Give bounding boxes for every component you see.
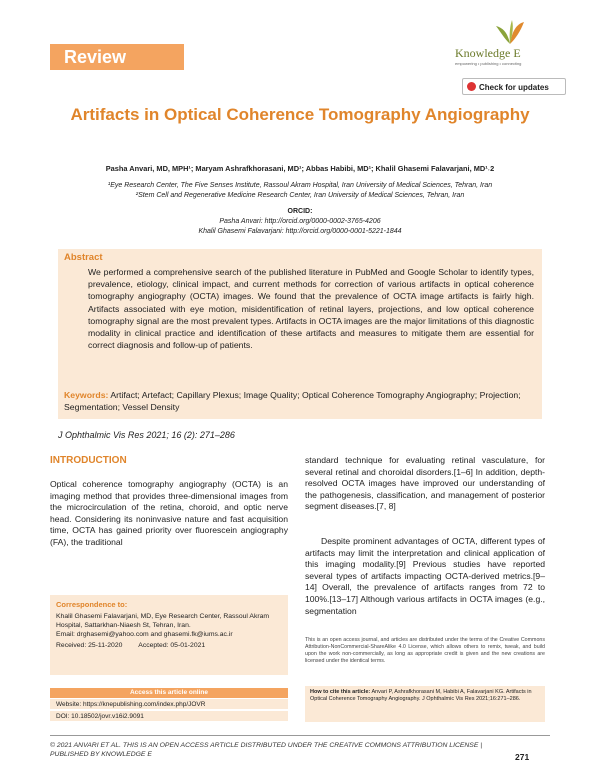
correspondence-body <box>56 612 282 650</box>
check-updates-label: Check for updates <box>479 83 549 92</box>
abstract-text: We performed a comprehensive search of the published literature in PubMed and Google Scholar to identify types, prevalence, etiology, clinical impact, and current methods for correction of various artifacts in optical coherence tomography angiography (OCTA) images. We found that the prevalence of OCTA image artifacts is fairly high. Artifacts associated with eye motion, misidentification of retinal layers, projections, and low optical coherence tomography signal are the most prevalent types. Artifacts in OCTA images are the major limitations of this diagnostic modality in clinical practice and identification of these artifacts and measures to mitigate them are essential for correct diagnosis and follow-up of patients. <box>88 267 534 351</box>
dates <box>56 641 282 650</box>
received-date: Received: 25-11-2020 <box>56 642 123 649</box>
logo-name: Knowledge E <box>455 46 521 60</box>
keywords-label: Keywords: <box>64 390 109 400</box>
abstract-box <box>58 249 542 419</box>
article-type-banner: Review Article <box>50 44 184 70</box>
article-title: Artifacts in Optical Coherence Tomography Angiography <box>70 105 530 124</box>
correspondence-heading: Correspondence to: <box>56 600 128 609</box>
correspondence-address: Khalil Ghasemi Falavarjani, MD, Eye Research Center, Rassoul Akram Hospital, Sattarkhan-Niaesh St, Tehran, Iran. <box>56 613 270 629</box>
abstract-heading: Abstract <box>64 252 103 263</box>
page-number: 271 <box>515 752 530 762</box>
correspondence-email[interactable]: Email: drghasemi@yahoo.com and ghasemi.fk@iums.ac.ir <box>56 631 233 638</box>
affiliation: ²Stem Cell and Regenerative Medicine Research Center, Iran University of Medical Sciences, Tehran, Iran <box>135 192 465 199</box>
leaf-icon <box>490 18 530 46</box>
license-notice: This is an open access journal, and articles are distributed under the terms of the Creative Commons Attribution-NonCommercial-ShareAlike 4.0 License, which allows others to remix, tweak, and build upon the work non-commercially, as long as appropriate credit is given and the new creations are licensed under the identical terms. <box>305 637 545 664</box>
citation-text: Anvari P, Ashrafkhorasani M, Habibi A, Falavarjani KG. Artifacts in Optical Coherence Tomography Angiography. J Ophthalmic Vis Res 2021;16:271–286. <box>310 689 532 703</box>
check-updates-button[interactable] <box>462 78 566 95</box>
intro-left-paragraph: Optical coherence tomography angiography (OCTA) is an imaging method that provides three-dimensional images from the microcirculation of the retina, choroid, and optic nerve head. Considering its noninvasive nature and fast acquisition time, OCTA has gained priority over fluorescein angiography (FA), the traditional <box>50 479 288 547</box>
publisher-logo <box>455 18 560 74</box>
intro-right-paragraph: standard technique for evaluating retinal vasculature, for several retinal and choroidal disorders.[1–6] In addition, depth-resolved OCTA images have improved our understanding of the pathogenesis, classification, and management of posterior segment diseases.[7, 8] <box>305 455 545 512</box>
orcid-heading: ORCID: <box>287 208 313 215</box>
accepted-date: Accepted: 05-01-2021 <box>138 642 206 649</box>
intro-right-paragraph: Despite prominent advantages of OCTA, different types of artifacts may limit the interpretation and clinical application of this imaging modality.[9] Previous studies have reported several types of artifacts impacting OCTA-derived metrics.[9–14] Overall, the prevalence of artifacts ranges from 72 to 100%.[13–17] Although various artifacts in OCTA images (e.g., segmentation <box>305 536 545 616</box>
keywords <box>64 389 534 413</box>
keywords-list: Artifact; Artefact; Capillary Plexus; Image Quality; Optical Coherence Tomography Angiography; Projection; Segmentation; Vessel Density <box>64 390 521 413</box>
section-heading: INTRODUCTION <box>50 455 127 466</box>
bookmark-icon <box>467 82 476 91</box>
orcid-link[interactable]: Pasha Anvari: http://orcid.org/0000-0002-3765-4206 <box>219 218 381 225</box>
footer-copyright: © 2021 ANVARI ET AL. THIS IS AN OPEN ACCESS ARTICLE DISTRIBUTED UNDER THE CREATIVE COMMONS ATTRIBUTION LICENSE | PUBLISHED BY KNOWLEDGE E <box>50 742 483 758</box>
logo-tagline: empowering • publishing • connecting <box>455 61 522 66</box>
website-link[interactable]: Website: https://knepublishing.com/index.php/JOVR <box>50 699 288 710</box>
citation-label: How to cite this article: <box>310 689 371 695</box>
author-list: Pasha Anvari, MD, MPH¹; Maryam Ashrafkhorasani, MD¹; Abbas Habibi, MD¹; Khalil Ghasemi Falavarjani, MD¹˒2 <box>105 164 495 173</box>
footer-divider <box>50 735 550 736</box>
journal-reference: J Ophthalmic Vis Res 2021; 16 (2): 271–286 <box>58 430 235 440</box>
doi-link[interactable]: DOI: 10.18502/jovr.v16i2.9091 <box>50 711 288 722</box>
access-heading: Access this article online <box>50 688 288 698</box>
citation-box <box>305 686 545 722</box>
orcid-link[interactable]: Khalil Ghasemi Falavarjani: http://orcid.org/0000-0001-5221-1844 <box>198 228 402 235</box>
correspondence-box <box>50 595 288 675</box>
affiliation: ¹Eye Research Center, The Five Senses Institute, Rassoul Akram Hospital, Iran University of Medical Sciences, Tehran, Iran <box>107 182 493 189</box>
